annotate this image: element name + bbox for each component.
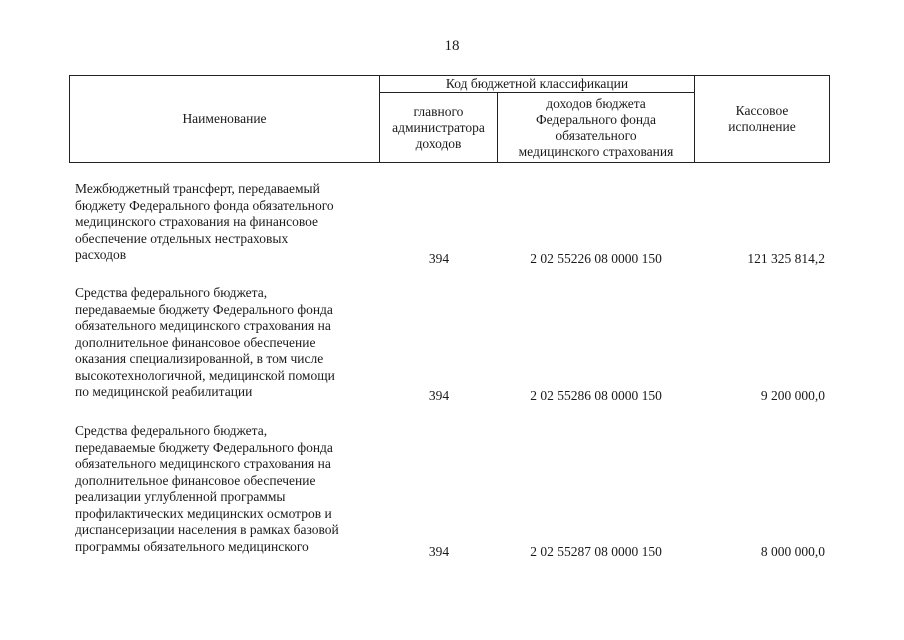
header-execution: Кассовое исполнение (728, 103, 796, 134)
header-admin: главного администратора доходов (392, 103, 485, 151)
page-number: 18 (444, 38, 460, 54)
table-header (69, 75, 830, 163)
row-amount: 121 325 814,2 (747, 251, 825, 266)
row-admin: 394 (428, 388, 450, 403)
row-amount: 9 200 000,0 (760, 388, 825, 403)
row-admin: 394 (428, 251, 450, 266)
header-classification: Код бюджетной классификации (445, 76, 629, 91)
row-code: 2 02 55226 08 0000 150 (530, 251, 662, 266)
row-name: Межбюджетный трансферт, передаваемый бюджету Федерального фонда обязательного медицинского страхования на финансовое обеспечение отдельных нестраховых расходов (75, 181, 334, 262)
row-code: 2 02 55287 08 0000 150 (530, 544, 662, 559)
row-name: Средства федерального бюджета, передаваемые бюджету Федерального фонда обязательного медицинского страхования на дополнительное финансовое обеспечение реализации углубленной программы профилактических медицинских осмотров и диспансеризации населения в рамках базовой программы обязательного медицинского (75, 423, 339, 554)
row-amount: 8 000 000,0 (760, 544, 825, 559)
row-name: Средства федерального бюджета, передаваемые бюджету Федерального фонда обязательного медицинского страхования на дополнительное финансовое обеспечение оказания специализированной, в том числе высокотехнологичной, медицинской помощи по медицинской реабилитации (75, 285, 335, 399)
row-code: 2 02 55286 08 0000 150 (530, 388, 662, 403)
header-revenue: доходов бюджета Федерального фонда обязательного медицинского страхования (518, 95, 674, 159)
row-admin: 394 (428, 544, 450, 559)
header-name: Наименование (182, 111, 267, 126)
